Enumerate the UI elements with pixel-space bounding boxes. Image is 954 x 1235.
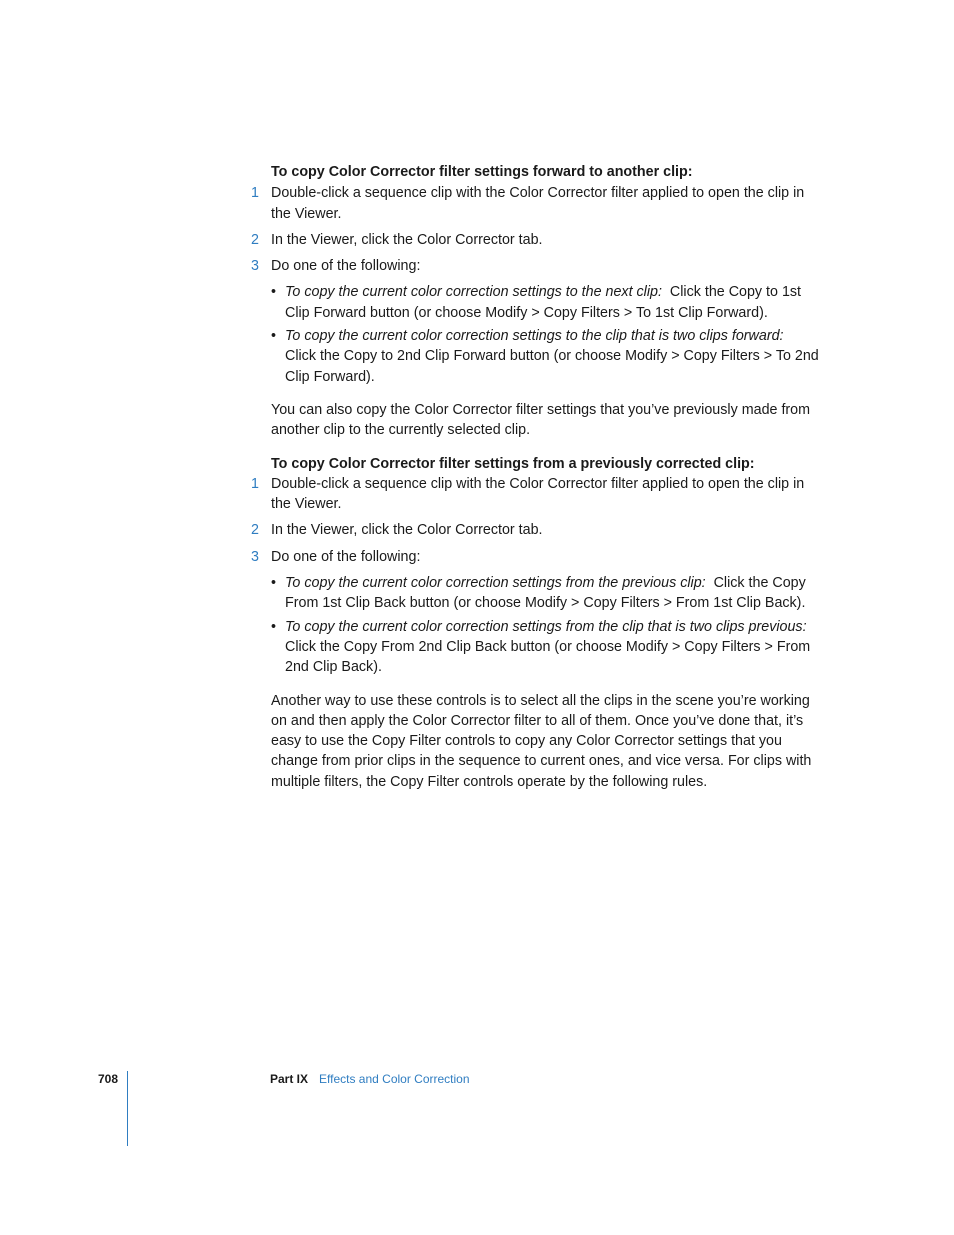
bullet-text: Click the Copy to 2nd Clip Forward button (or choose Modify > Copy Filters > To 2nd Clip Forward). <box>285 348 819 385</box>
page-number: 708 <box>98 1072 119 1086</box>
bullet-glyph: • <box>271 328 277 345</box>
step-item <box>251 256 823 276</box>
bullet-glyph: • <box>271 575 277 592</box>
procedure-heading: To copy Color Corrector filter settings from a previously corrected clip: <box>271 455 755 472</box>
step-text: In the Viewer, click the Color Corrector tab. <box>271 522 543 539</box>
step-number: 2 <box>251 231 259 248</box>
step-text: Double-click a sequence clip with the Color Corrector filter applied to open the clip in the Viewer. <box>271 475 805 513</box>
footer-divider <box>127 1071 128 1146</box>
bullet-lead: To copy the current color correction settings to the clip that is two clips forward: <box>285 328 784 345</box>
step-number: 1 <box>251 185 259 202</box>
bullet-item <box>271 617 823 678</box>
step-item <box>251 474 823 515</box>
bullet-lead: To copy the current color correction settings from the previous clip: <box>285 575 706 592</box>
step-text: Double-click a sequence clip with the Color Corrector filter applied to open the clip in the Viewer. <box>271 185 805 222</box>
step-text: Do one of the following: <box>271 258 421 275</box>
footer-section-link[interactable]: Effects and Color Correction <box>319 1072 470 1086</box>
procedure-heading: To copy Color Corrector filter settings forward to another clip: <box>271 164 693 180</box>
step-number: 3 <box>251 548 259 565</box>
bullet-lead: To copy the current color correction settings to the next clip: <box>285 284 662 301</box>
step-text: In the Viewer, click the Color Corrector tab. <box>271 231 543 248</box>
bullet-item <box>271 326 823 387</box>
body-paragraph: Another way to use these controls is to select all the clips in the scene you’re working on and then apply the Color Corrector filter to all of them. Once you’ve done that, it’s easy to use the Copy Filter controls to copy any Color Corrector settings that you change from prior clips in the sequence to current ones, and vice versa. For clips with multiple filters, the Copy Filter controls operate by the following rules. <box>271 692 812 790</box>
footer-part-label: Part IX <box>270 1072 309 1086</box>
page-content <box>251 162 823 792</box>
bullet-text: Click the Copy From 2nd Clip Back button (or choose Modify > Copy Filters > From 2nd Clip Back). <box>285 638 811 676</box>
bullet-glyph: • <box>271 284 277 301</box>
bullet-lead: To copy the current color correction settings from the clip that is two clips previous: <box>285 618 807 635</box>
bullet-text: Click the Copy to 1st Clip Forward button (or choose Modify > Copy Filters > To 1st Clip Forward). <box>285 284 802 321</box>
step-text: Do one of the following: <box>271 548 421 565</box>
step-item <box>251 520 823 540</box>
step-item <box>251 547 823 567</box>
step-number: 1 <box>251 475 259 492</box>
bullet-item <box>271 573 823 614</box>
body-paragraph: You can also copy the Color Corrector filter settings that you’ve previously made from another clip to the currently selected clip. <box>271 401 811 439</box>
bullet-text: Click the Copy From 1st Clip Back button (or choose Modify > Copy Filters > From 1st Clip Back). <box>285 575 806 612</box>
step-item <box>251 183 823 224</box>
bullet-list <box>271 282 823 386</box>
bullet-list <box>271 573 823 677</box>
step-number: 3 <box>251 258 259 275</box>
bullet-glyph: • <box>271 618 277 635</box>
step-number: 2 <box>251 522 259 539</box>
step-item <box>251 230 823 250</box>
bullet-item <box>271 282 823 323</box>
